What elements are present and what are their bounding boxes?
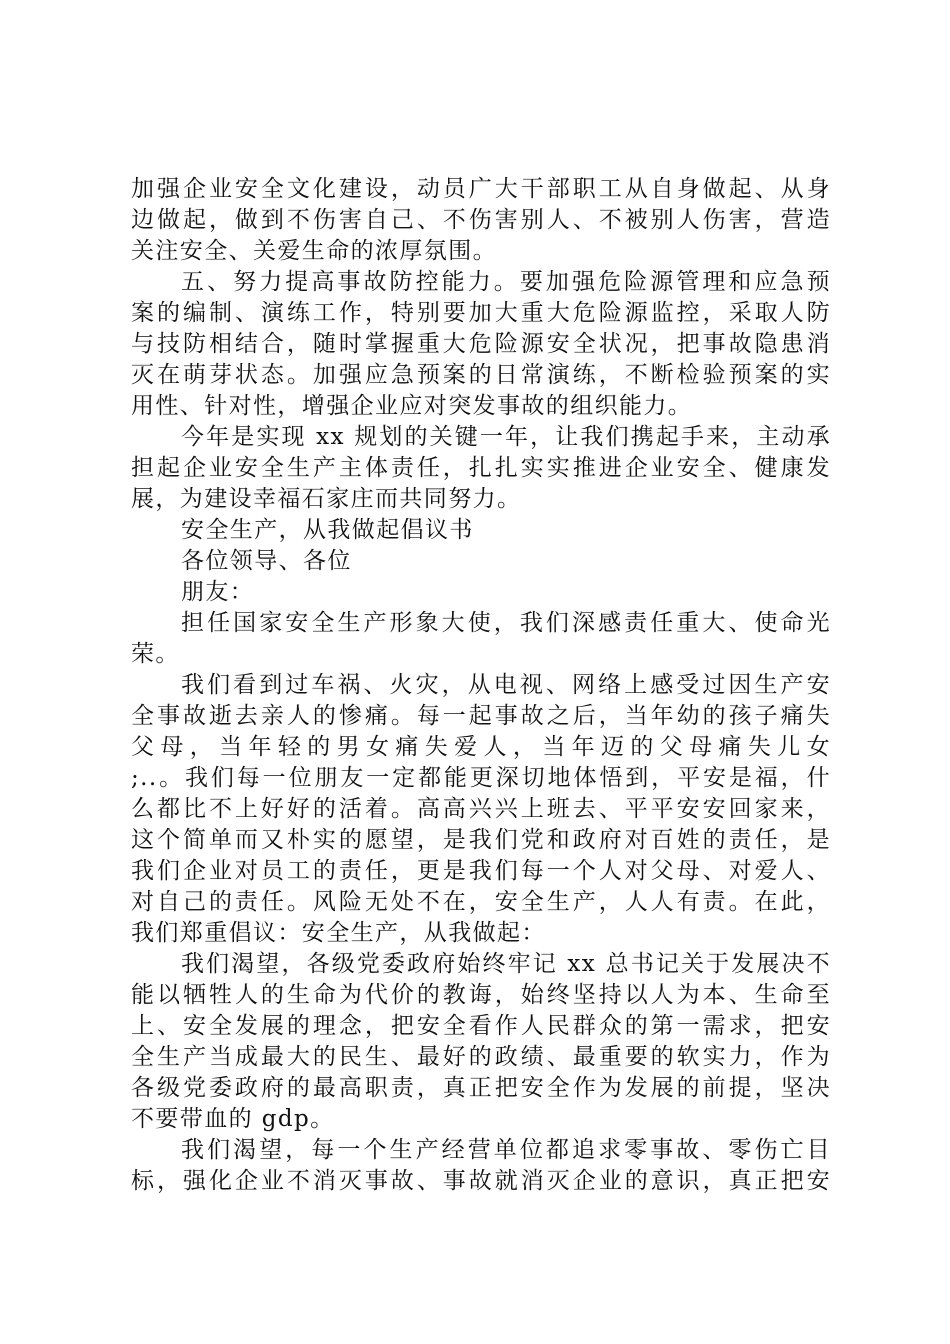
text-line: 么都比不上好好的活着。高高兴兴上班去、平平安安回家来， — [131, 796, 831, 822]
text-line: 能以牺牲人的生命为代价的教诲，始终坚持以人为本、生命至 — [131, 982, 831, 1008]
text-line: 用性、针对性，增强企业应对突发事故的组织能力。 — [131, 393, 693, 419]
paragraph-first-line: 我们渴望，每一个生产经营单位都追求零事故、零伤亡目 — [181, 1137, 831, 1163]
text-line: 案的编制、演练工作，特别要加大重大危险源监控，采取人防 — [131, 300, 831, 326]
text-line: 我们企业对员工的责任，更是我们每一个人对父母、对爱人、 — [131, 858, 831, 884]
paragraph-first-line: 今年是实现 xx 规划的关键一年，让我们携起手来，主动承 — [181, 424, 831, 450]
text-line: 边做起，做到不伤害自己、不伤害别人、不被别人伤害，营造 — [131, 207, 831, 233]
document-heading: 安全生产，从我做起倡议书 — [181, 517, 474, 543]
text-line: 上、安全发展的理念，把安全看作人民群众的第一需求，把安 — [131, 1013, 831, 1039]
text-line: 对自己的责任。风险无处不在，安全生产，人人有责。在此， — [131, 889, 831, 915]
text-line: 各级党委政府的最高职责，真正把安全作为发展的前提，坚决 — [131, 1075, 831, 1101]
salutation-line: 各位领导、各位 — [181, 548, 352, 574]
text-line: 与技防相结合，随时掌握重大危险源安全状况，把事故隐患消 — [131, 331, 831, 357]
text-line: 灭在萌芽状态。加强应急预案的日常演练，不断检验预案的实 — [131, 362, 831, 388]
document-body — [131, 174, 831, 1197]
text-line: 标，强化企业不消灭事故、事故就消灭企业的意识，真正把安 — [131, 1168, 831, 1194]
text-line: 父母，当年轻的男女痛失爱人，当年迈的父母痛失儿女 — [131, 734, 831, 760]
text-line: ;..。我们每一位朋友一定都能更深切地体悟到，平安是福，什 — [131, 765, 831, 791]
text-line: 担起企业安全生产主体责任，扎扎实实推进企业安全、健康发 — [131, 455, 831, 481]
paragraph-first-line: 我们看到过车祸、火灾，从电视、网络上感受过因生产安 — [181, 672, 831, 698]
text-line: 我们郑重倡议：安全生产，从我做起： — [131, 920, 546, 946]
paragraph-first-line: 我们渴望，各级党委政府始终牢记 xx 总书记关于发展决不 — [181, 951, 831, 977]
text-line: 展，为建设幸福石家庄而共同努力。 — [131, 486, 522, 512]
salutation-line: 朋友： — [181, 579, 255, 605]
text-line: 这个简单而又朴实的愿望，是我们党和政府对百姓的责任，是 — [131, 827, 831, 853]
text-line: 全生产当成最大的民生、最好的政绩、最重要的软实力，作为 — [131, 1044, 831, 1070]
text-line: 关注安全、关爱生命的浓厚氛围。 — [131, 238, 497, 264]
text-line: 全事故逝去亲人的惨痛。每一起事故之后，当年幼的孩子痛失 — [131, 703, 831, 729]
text-line: 荣。 — [131, 641, 180, 667]
text-line: 不要带血的 gdp。 — [131, 1106, 335, 1132]
paragraph-first-line: 五、努力提高事故防控能力。要加强危险源管理和应急预 — [181, 269, 831, 295]
text-line: 加强企业安全文化建设，动员广大干部职工从自身做起、从身 — [131, 176, 831, 202]
paragraph-first-line: 担任国家安全生产形象大使，我们深感责任重大、使命光 — [181, 610, 831, 636]
